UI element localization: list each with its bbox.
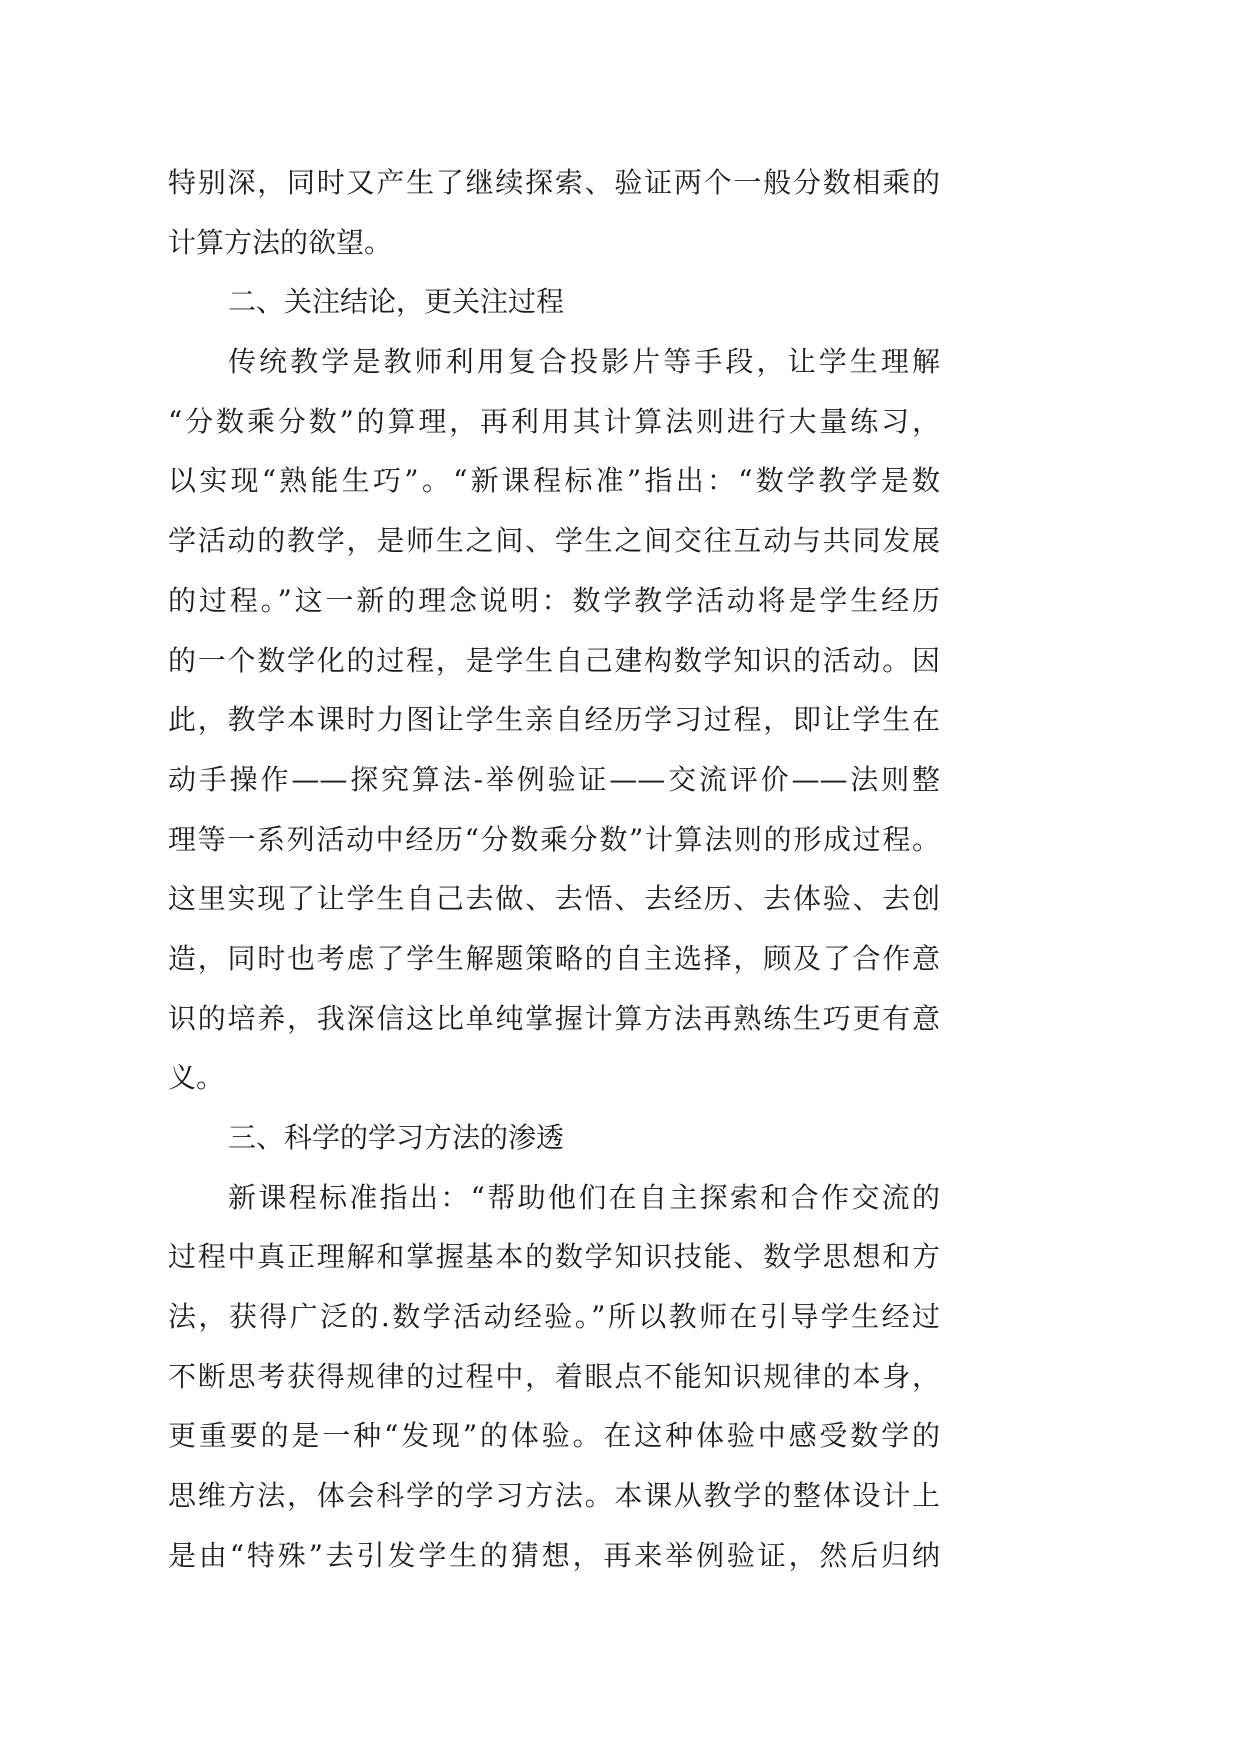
body-text-line: 理等一系列活动中经历“分数乘分数”计算法则的形成过程。 [168,822,940,856]
body-text-line: 思维方法，体会科学的学习方法。本课从教学的整体设计上 [168,1479,940,1513]
body-text-line: 特别深，同时又产生了继续探索、验证两个一般分数相乘的 [168,166,940,199]
body-text-line: 是由“特殊”去引发学生的猜想，再来举例验证，然后归纳 [168,1538,940,1572]
body-text-line: 的一个数学化的过程，是学生自己建构数学知识的活动。因 [168,643,940,677]
section-three-paragraph [168,1168,940,1586]
intro-paragraph [168,153,940,272]
body-text-line: 此，教学本课时力图让学生亲自经历学习过程，即让学生在 [168,703,940,737]
body-text-line: 造，同时也考虑了学生解题策略的自主选择，顾及了合作意 [168,941,940,975]
section-heading: 二、关注结论，更关注过程 [228,285,565,319]
body-text-line: 识的培养，我深信这比单纯掌握计算方法再熟练生巧更有意 [168,1001,940,1035]
body-text-line: 的过程。”这一新的理念说明：数学教学活动将是学生经历 [168,583,940,617]
body-text-line: 更重要的是一种“发现”的体验。在这种体验中感受数学的 [168,1419,940,1453]
section-heading: 三、科学的学习方法的渗透 [228,1121,565,1154]
body-text-line: 动手操作——探究算法-举例验证——交流评价——法则整 [168,762,940,796]
body-text-line: 这里实现了让学生自己去做、去悟、去经历、去体验、去创 [168,882,940,916]
body-text-line: 计算方法的欲望。 [168,225,393,259]
body-text-line: 过程中真正理解和掌握基本的数学知识技能、数学思想和方 [168,1240,940,1274]
body-text-line: 不断思考获得规律的过程中，着眼点不能知识规律的本身， [168,1359,940,1393]
body-text-line: 以实现“熟能生巧”。“新课程标准”指出：“数学教学是数 [168,464,940,498]
document-body [168,153,940,1586]
body-text-line: 学活动的教学，是师生之间、学生之间交往互动与共同发展 [168,524,940,558]
body-text-line: 新课程标准指出：“帮助他们在自主探索和合作交流的 [228,1180,940,1214]
body-text-line: “分数乘分数”的算理，再利用其计算法则进行大量练习， [168,404,940,438]
body-text-line: 传统教学是教师利用复合投影片等手段，让学生理解 [228,345,940,379]
body-text-line: 义。 [168,1061,225,1095]
section-two-paragraph [168,332,940,1108]
body-text-line: 法，获得广泛的.数学活动经验。”所以教师在引导学生经过 [168,1300,940,1334]
